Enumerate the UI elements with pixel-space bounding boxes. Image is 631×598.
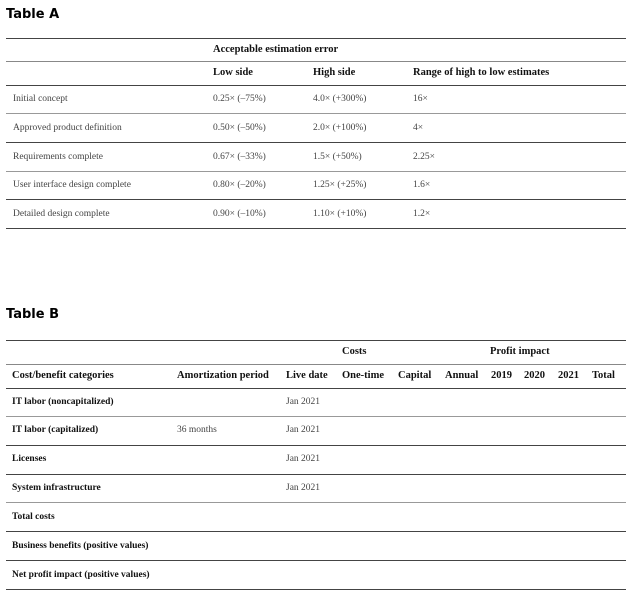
row-rule xyxy=(6,560,626,561)
live-date-value: Jan 2021 xyxy=(286,397,321,407)
row-label: IT labor (noncapitalized) xyxy=(12,397,114,407)
table-b-header-rule xyxy=(6,388,626,389)
row-label: Requirements complete xyxy=(13,152,103,162)
row-rule xyxy=(6,502,626,503)
table-a-group-header: Acceptable estimation error xyxy=(213,44,339,55)
col-2021: 2021 xyxy=(558,370,579,381)
row-rule xyxy=(6,445,626,446)
row-label: Total costs xyxy=(12,512,55,522)
col-one-time: One-time xyxy=(342,370,384,381)
table-b-top-rule xyxy=(6,340,626,341)
high-side-value: 1.5× (+50%) xyxy=(313,152,362,162)
live-date-value: Jan 2021 xyxy=(286,454,321,464)
live-date-value: Jan 2021 xyxy=(286,425,321,435)
range-value: 16× xyxy=(413,94,428,104)
high-side-value: 2.0× (+100%) xyxy=(313,123,367,133)
col-total: Total xyxy=(592,370,615,381)
low-side-value: 0.90× (–10%) xyxy=(213,209,266,219)
low-side-value: 0.50× (–50%) xyxy=(213,123,266,133)
table-b-group-costs: Costs xyxy=(342,346,367,357)
row-rule xyxy=(6,199,626,200)
row-label: IT labor (capitalized) xyxy=(12,425,99,435)
row-label: Detailed design complete xyxy=(13,209,110,219)
table-b-heading: Table B xyxy=(6,307,59,322)
range-value: 4× xyxy=(413,123,424,133)
table-a-heading: Table A xyxy=(6,7,60,22)
table-b-group-profit: Profit impact xyxy=(490,346,550,357)
table-a-col-range: Range of high to low estimates xyxy=(413,67,550,78)
row-label: Initial concept xyxy=(13,94,68,104)
live-date-value: Jan 2021 xyxy=(286,483,321,493)
table-a-group-rule xyxy=(6,61,626,62)
table-a-col-low: Low side xyxy=(213,67,253,78)
col-2019: 2019 xyxy=(491,370,512,381)
row-label: System infrastructure xyxy=(12,483,101,493)
row-rule xyxy=(6,142,626,143)
col-live-date: Live date xyxy=(286,370,328,381)
row-label: Business benefits (positive values) xyxy=(12,541,149,551)
table-a-top-rule xyxy=(6,38,626,39)
col-2020: 2020 xyxy=(524,370,545,381)
col-amortization: Amortization period xyxy=(177,370,269,381)
col-capital: Capital xyxy=(398,370,432,381)
range-value: 1.2× xyxy=(413,209,431,219)
high-side-value: 1.25× (+25%) xyxy=(313,180,367,190)
range-value: 2.25× xyxy=(413,152,435,162)
amortization-value: 36 months xyxy=(177,425,217,435)
table-b-bottom-rule xyxy=(6,589,626,590)
row-label: Approved product definition xyxy=(13,123,122,133)
high-side-value: 1.10× (+10%) xyxy=(313,209,367,219)
row-rule xyxy=(6,113,626,114)
table-b-group-rule xyxy=(6,364,626,365)
low-side-value: 0.80× (–20%) xyxy=(213,180,266,190)
row-rule xyxy=(6,474,626,475)
table-a-header-rule xyxy=(6,85,626,86)
low-side-value: 0.67× (–33%) xyxy=(213,152,266,162)
range-value: 1.6× xyxy=(413,180,431,190)
row-label: User interface design complete xyxy=(13,180,131,190)
table-a-bottom-rule xyxy=(6,228,626,229)
row-rule xyxy=(6,416,626,417)
row-label: Net profit impact (positive values) xyxy=(12,570,150,580)
row-rule xyxy=(6,171,626,172)
col-categories: Cost/benefit categories xyxy=(12,370,114,381)
low-side-value: 0.25× (–75%) xyxy=(213,94,266,104)
col-annual: Annual xyxy=(445,370,479,381)
table-a-col-high: High side xyxy=(313,67,356,78)
row-rule xyxy=(6,531,626,532)
row-label: Licenses xyxy=(12,454,47,464)
high-side-value: 4.0× (+300%) xyxy=(313,94,367,104)
